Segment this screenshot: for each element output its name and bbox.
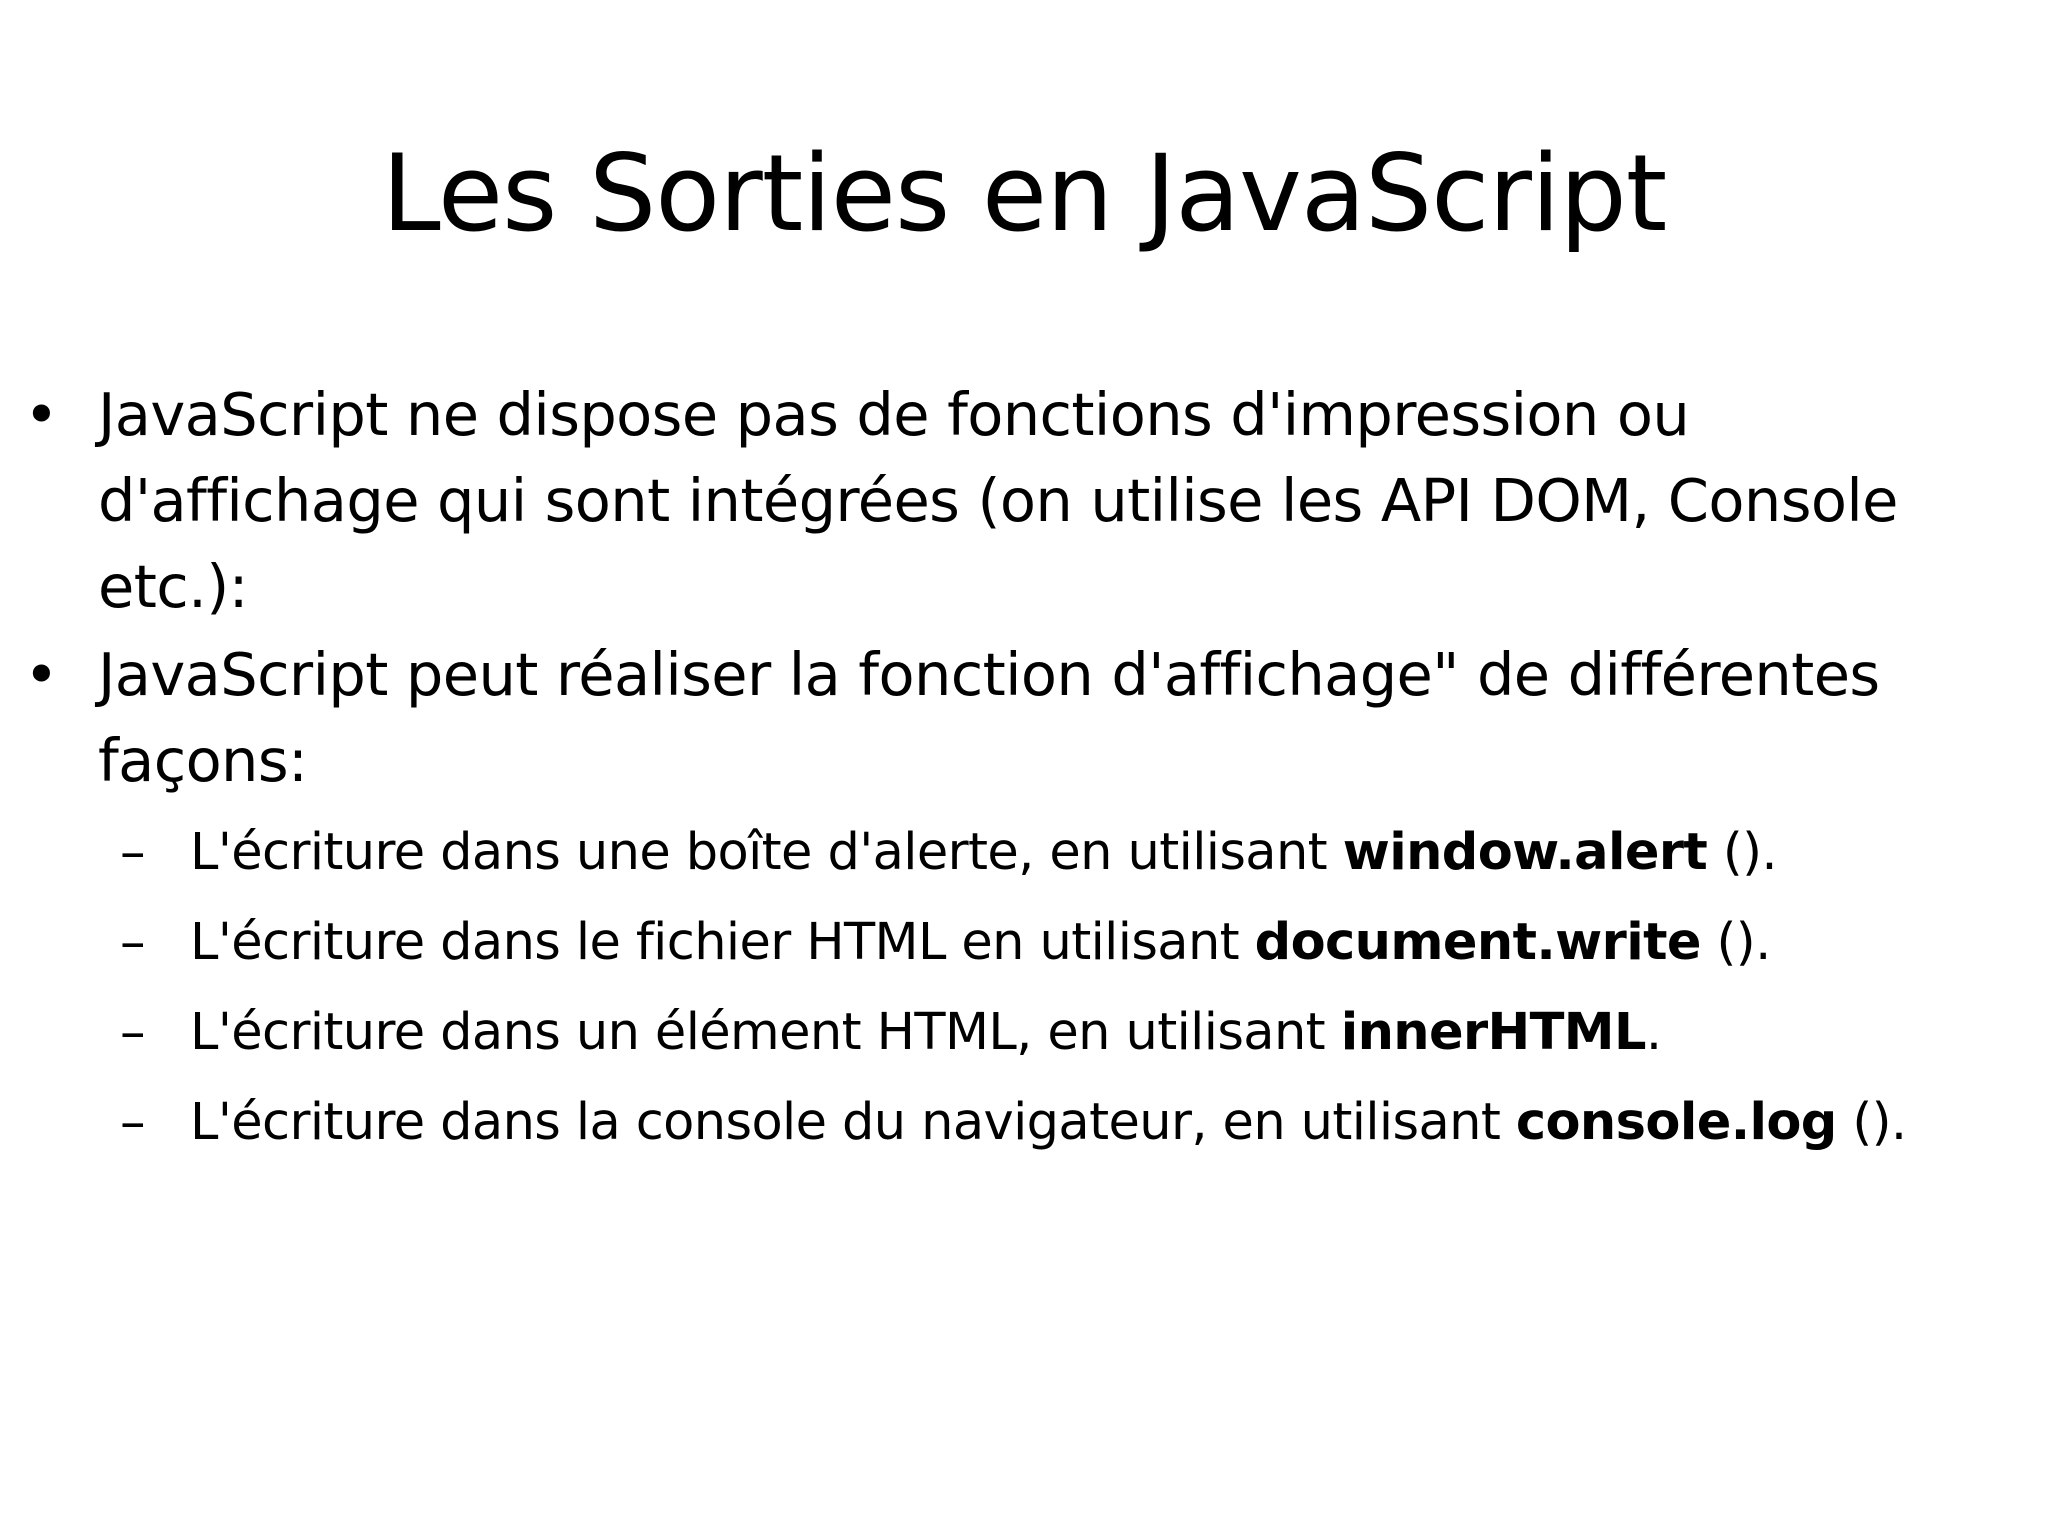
slide-title: Les Sorties en JavaScript xyxy=(381,132,1667,255)
sub-bullet-suffix: (). xyxy=(1700,913,1771,972)
sub-bullet-text: L'écriture dans une boîte d'alerte, en utilisant xyxy=(190,823,1343,882)
code-keyword: document.write xyxy=(1254,913,1701,972)
dash-marker: – xyxy=(120,1093,145,1152)
slide-content xyxy=(20,372,2028,1168)
sub-bullet-item xyxy=(20,898,2028,988)
bullet-item xyxy=(20,372,2028,630)
bullet-text: JavaScript peut réaliser la fonction d'affichage" de différentes façons: xyxy=(98,640,1880,795)
sub-bullet-list xyxy=(20,808,2028,1168)
bullet-item xyxy=(20,632,2028,804)
sub-bullet-text: L'écriture dans le fichier HTML en utilisant xyxy=(190,913,1255,972)
dash-marker: – xyxy=(120,823,145,882)
sub-bullet-item xyxy=(20,1078,2028,1168)
code-keyword: innerHTML xyxy=(1340,1003,1646,1062)
bullet-marker: • xyxy=(24,380,59,449)
sub-bullet-suffix: (). xyxy=(1836,1093,1907,1152)
sub-bullet-text: L'écriture dans la console du navigateur, en utilisant xyxy=(190,1093,1516,1152)
sub-bullet-suffix: (). xyxy=(1707,823,1778,882)
dash-marker: – xyxy=(120,913,145,972)
sub-bullet-item xyxy=(20,988,2028,1078)
code-keyword: window.alert xyxy=(1342,823,1708,882)
code-keyword: console.log xyxy=(1515,1093,1837,1152)
sub-bullet-item xyxy=(20,808,2028,898)
bullet-text: JavaScript ne dispose pas de fonctions d'impression ou d'affichage qui sont intégrées (on utilise les API DOM, Console etc.): xyxy=(98,380,1898,621)
dash-marker: – xyxy=(120,1003,145,1062)
sub-bullet-suffix: . xyxy=(1645,1003,1662,1062)
bullet-marker: • xyxy=(24,640,59,709)
sub-bullet-text: L'écriture dans un élément HTML, en utilisant xyxy=(190,1003,1341,1062)
